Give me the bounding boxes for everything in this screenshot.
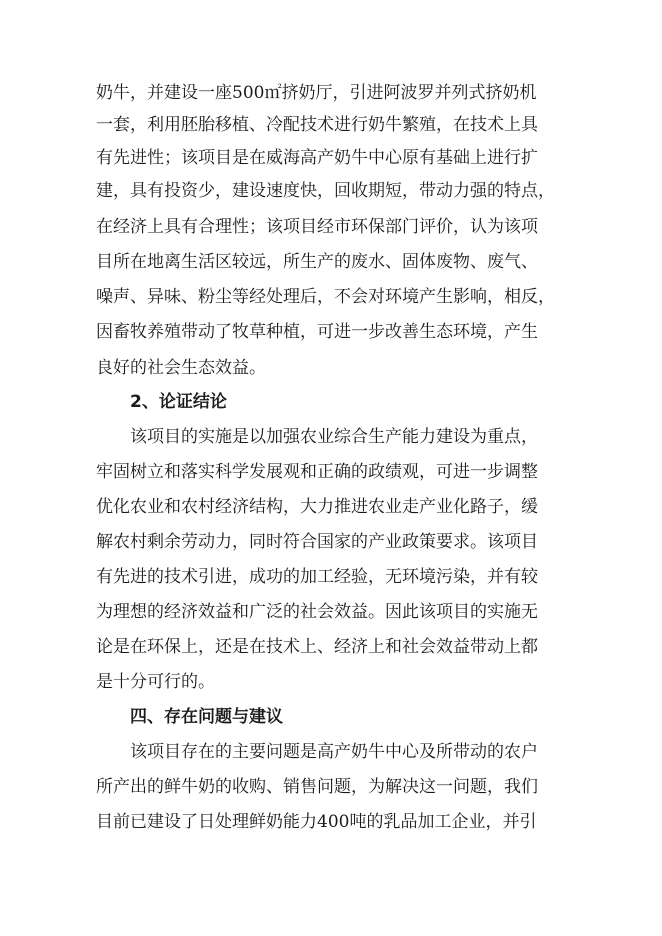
paragraph-line: 因畜牧养殖带动了牧草种植，可进一步改善生态环境，产生 (96, 322, 538, 342)
paragraph-line: 噪声、异味、粉尘等经处理后，不会对环境产生影响，相反， (96, 287, 555, 307)
paragraph-line: 建，具有投资少，建设速度快，回收期短，带动力强的特点， (96, 181, 555, 201)
paragraph-line: 该项目的实施是以加强农业综合生产能力建设为重点， (130, 427, 538, 447)
paragraph-line: 优化农业和农村经济结构，大力推进农业走产业化路子，缓 (96, 497, 538, 517)
section-heading: 2、论证结论 (130, 392, 227, 412)
section-heading: 四、存在问题与建议 (130, 707, 283, 727)
paragraph-line: 论是在环保上，还是在技术上、经济上和社会效益带动上都 (96, 637, 538, 657)
paragraph-line: 是十分可行的。 (96, 672, 215, 692)
paragraph-line: 该项目存在的主要问题是高产奶牛中心及所带动的农户 (130, 742, 538, 762)
paragraph-line: 目所在地离生活区较远，所生产的废水、固体废物、废气、 (96, 252, 538, 272)
paragraph-line: 一套，利用胚胎移植、冷配技术进行奶牛繁殖，在技术上具 (96, 115, 538, 135)
paragraph-line: 在经济上具有合理性；该项目经市环保部门评价，认为该项 (96, 217, 538, 237)
paragraph-line: 良好的社会生态效益。 (96, 358, 266, 378)
paragraph-line: 为理想的经济效益和广泛的社会效益。因此该项目的实施无 (96, 602, 538, 622)
paragraph-line: 目前已建设了日处理鲜奶能力400吨的乳品加工企业，并引 (96, 812, 537, 832)
paragraph-line: 有先进性；该项目是在威海高产奶牛中心原有基础上进行扩 (96, 148, 538, 168)
paragraph-line: 解农村剩余劳动力，同时符合国家的产业政策要求。该项目 (96, 532, 538, 552)
paragraph-line: 奶牛，并建设一座500㎡挤奶厅，引进阿波罗并列式挤奶机 (96, 83, 537, 103)
paragraph-line: 所产出的鲜牛奶的收购、销售问题，为解决这一问题，我们 (96, 777, 538, 797)
paragraph-line: 牢固树立和落实科学发展观和正确的政绩观，可进一步调整 (96, 462, 538, 482)
paragraph-line: 有先进的技术引进，成功的加工经验，无环境污染，并有较 (96, 567, 538, 587)
